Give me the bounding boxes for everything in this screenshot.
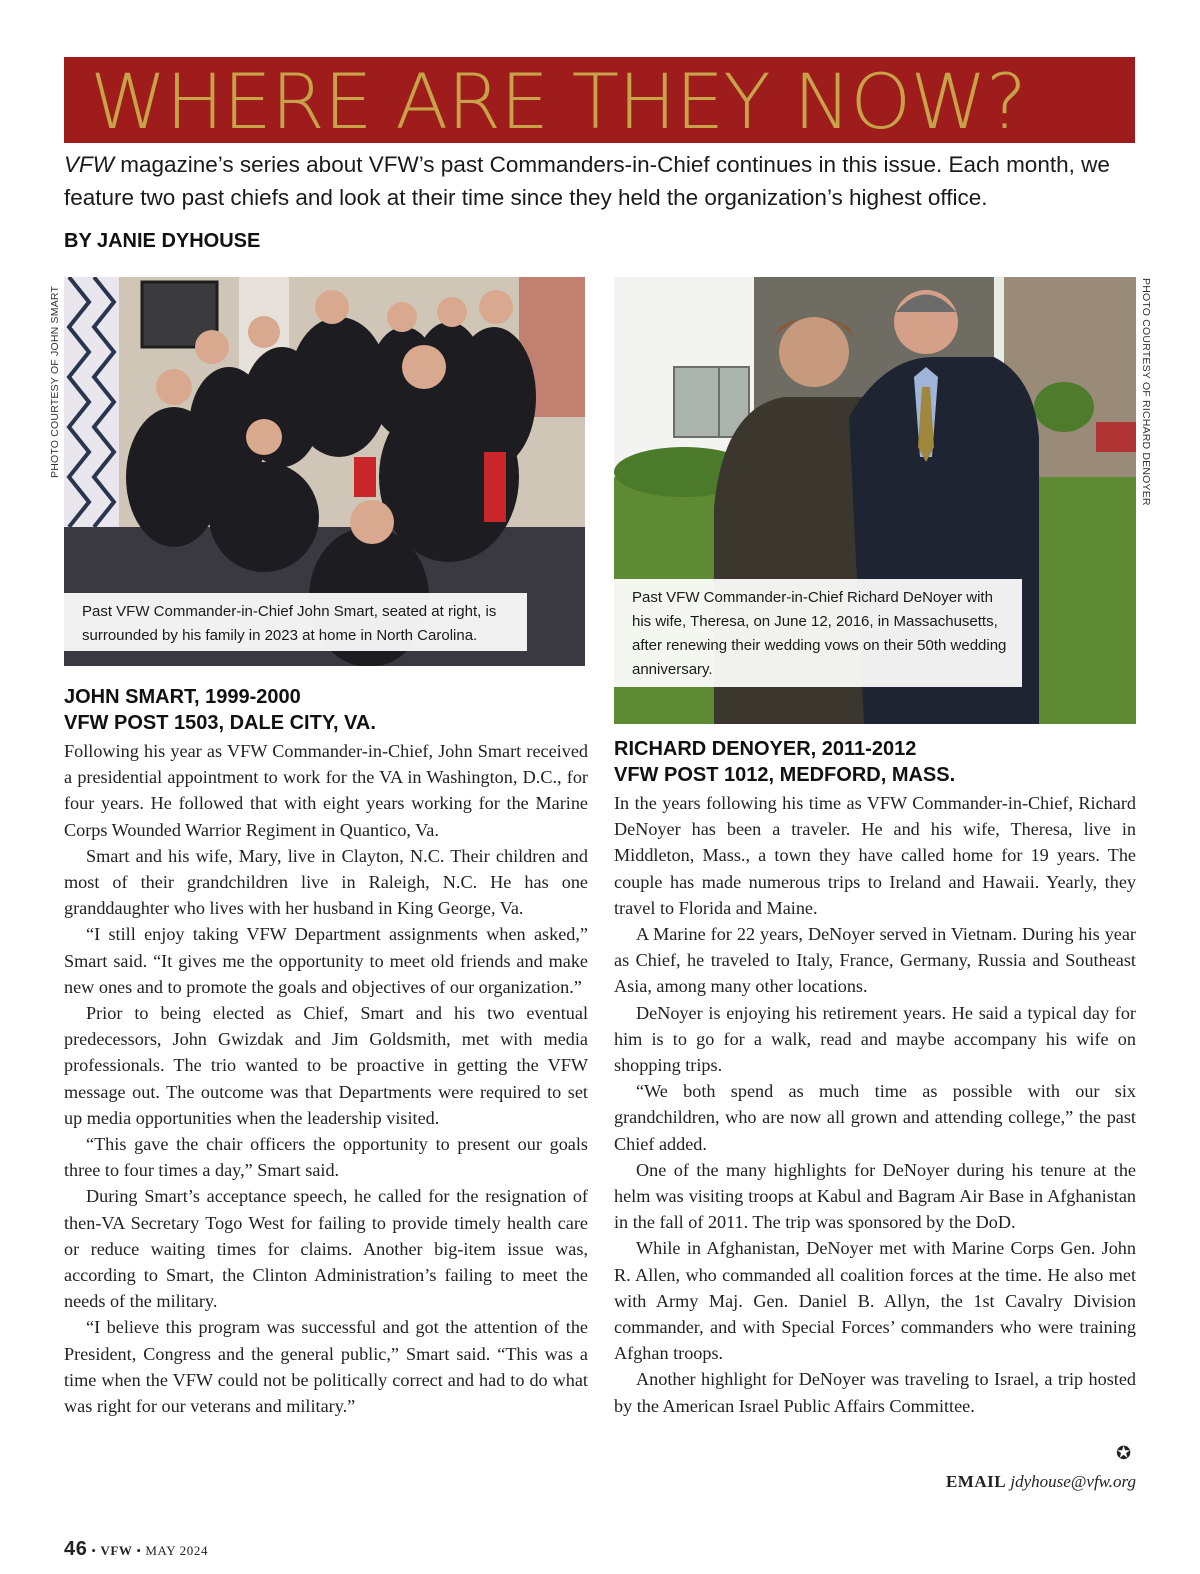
page-number: 46 <box>64 1538 88 1560</box>
photo-credit-left: PHOTO COURTESY OF JOHN SMART <box>49 285 61 478</box>
article-paragraph: In the years following his time as VFW Commander-in-Chief, Richard DeNoyer has been a traveler. He and his wife, Theresa, live in Middleton, Mass., a town they have called home for 19 years. The couple has made numerous trips to Ireland and Hawaii. Yearly, they travel to Florida and Maine. <box>614 793 1136 918</box>
article-paragraph: “I still enjoy taking VFW Department assignments when asked,” Smart said. “It gives me the opportunity to meet old friends and make new ones and to promote the goals and objectives of our organization.” <box>64 924 588 997</box>
article-paragraph: “I believe this program was successful and got the attention of the President, Congress and the general public,” Smart said. “This was a time when the VFW could not be politically correct and had to do what was right for our veterans and military.” <box>64 1317 588 1417</box>
author-email <box>946 1471 1136 1493</box>
article-paragraph: “We both spend as much time as possible with our six grandchildren, who are now all grown and attending college,” the past Chief added. <box>614 1081 1136 1154</box>
photo-credit-right: PHOTO COURTESY OF RICHARD DENOYER <box>1140 278 1152 506</box>
smart-heading-line2: VFW POST 1503, DALE CITY, VA. <box>64 712 376 734</box>
denoyer-heading-line2: VFW POST 1012, MEDFORD, MASS. <box>614 764 956 786</box>
article-paragraph: A Marine for 22 years, DeNoyer served in Vietnam. During his year as Chief, he traveled to Italy, France, Germany, Russia and Southeast Asia, among many other locations. <box>614 924 1136 997</box>
intro-italic: VFW <box>64 152 114 177</box>
article-paragraph: One of the many highlights for DeNoyer during his tenure at the helm was visiting troops at Kabul and Bagram Air Base in Afghanistan in the fall of 2011. The trip was sponsored by the DoD. <box>614 1159 1136 1233</box>
footer-separator: • <box>136 1543 142 1558</box>
footer-separator: • <box>91 1543 97 1558</box>
issue-date: MAY 2024 <box>145 1543 209 1558</box>
article-paragraph: During Smart’s acceptance speech, he called for the resignation of then-VA Secretary Togo West for failing to provide timely health care or reduce waiting times for claims. Another big-item issue was, according to Smart, the Clinton Administration’s failing to meet the needs of the military. <box>64 1186 588 1312</box>
intro-body: magazine’s series about VFW’s past Commanders-in-Chief continues in this issue. Each month, we feature two past chiefs and look at their time since they held the organization’s highest office. <box>64 152 1110 210</box>
email-label: EMAIL <box>945 1472 1007 1491</box>
star-end-icon: ✪ <box>1116 1443 1132 1464</box>
article-paragraph: “This gave the chair officers the opportunity to present our goals three to four times a day,” Smart said. <box>64 1134 588 1181</box>
article-paragraph: Prior to being elected as Chief, Smart and his two eventual predecessors, John Gwizdak and Jim Goldsmith, met with media professionals. The trio wanted to be proactive in getting the VFW message out. The outcome was that Departments were required to set up media opportunities when the leadership visited. <box>64 1003 588 1128</box>
smart-family-photo <box>64 277 585 666</box>
magazine-name: VFW <box>100 1543 133 1558</box>
page-footer <box>64 1540 208 1560</box>
article-paragraph: Smart and his wife, Mary, live in Clayton, N.C. Their children and most of their grandchildren live in Raleigh, N.C. He has one granddaughter who lives with her husband in King George, Va. <box>64 845 588 919</box>
article-paragraph: DeNoyer is enjoying his retirement years. He said a typical day for him is to go for a walk, read and maybe accompany his wife on shopping trips. <box>614 1002 1136 1076</box>
photo-caption-right: Past VFW Commander-in-Chief Richard DeNoyer with his wife, Theresa, on June 12, 2016, in Massachusetts, after renewing their wedding vows on their 50th wedding anniversary. <box>614 579 1022 687</box>
denoyer-couple-photo <box>614 277 1136 724</box>
byline: BY JANIE DYHOUSE <box>64 230 261 252</box>
article-paragraph: Following his year as VFW Commander-in-Chief, John Smart received a presidential appointment to work for the VA in Washington, D.C., for four years. He followed that with eight years working for the Marine Corps Wounded Warrior Regiment in Quantico, Va. <box>64 741 588 840</box>
article-paragraph: While in Afghanistan, DeNoyer met with Marine Corps Gen. John R. Allen, who commanded all coalition forces at the time. He also met with Army Maj. Gen. Daniel B. Allyn, the 1st Cavalry Division commander, and with Special Forces’ commanders who were training Afghan troops. <box>614 1238 1136 1364</box>
smart-article-body <box>64 738 588 1419</box>
photo-caption-left: Past VFW Commander-in-Chief John Smart, seated at right, is surrounded by his family in 2023 at home in North Carolina. <box>64 593 527 651</box>
denoyer-article-body <box>614 790 1136 1419</box>
denoyer-heading <box>614 736 1144 788</box>
smart-heading-line1: JOHN SMART, 1999-2000 <box>64 686 301 708</box>
intro-text <box>64 148 1144 214</box>
page-title: WHERE ARE THEY NOW? <box>90 57 1026 143</box>
title-banner <box>64 57 1135 143</box>
email-address-link[interactable]: jdyhouse@vfw.org <box>1010 1472 1136 1491</box>
smart-heading <box>64 684 594 736</box>
denoyer-heading-line1: RICHARD DENOYER, 2011-2012 <box>614 738 917 760</box>
article-paragraph: Another highlight for DeNoyer was traveling to Israel, a trip hosted by the American Israel Public Affairs Committee. <box>614 1369 1136 1416</box>
